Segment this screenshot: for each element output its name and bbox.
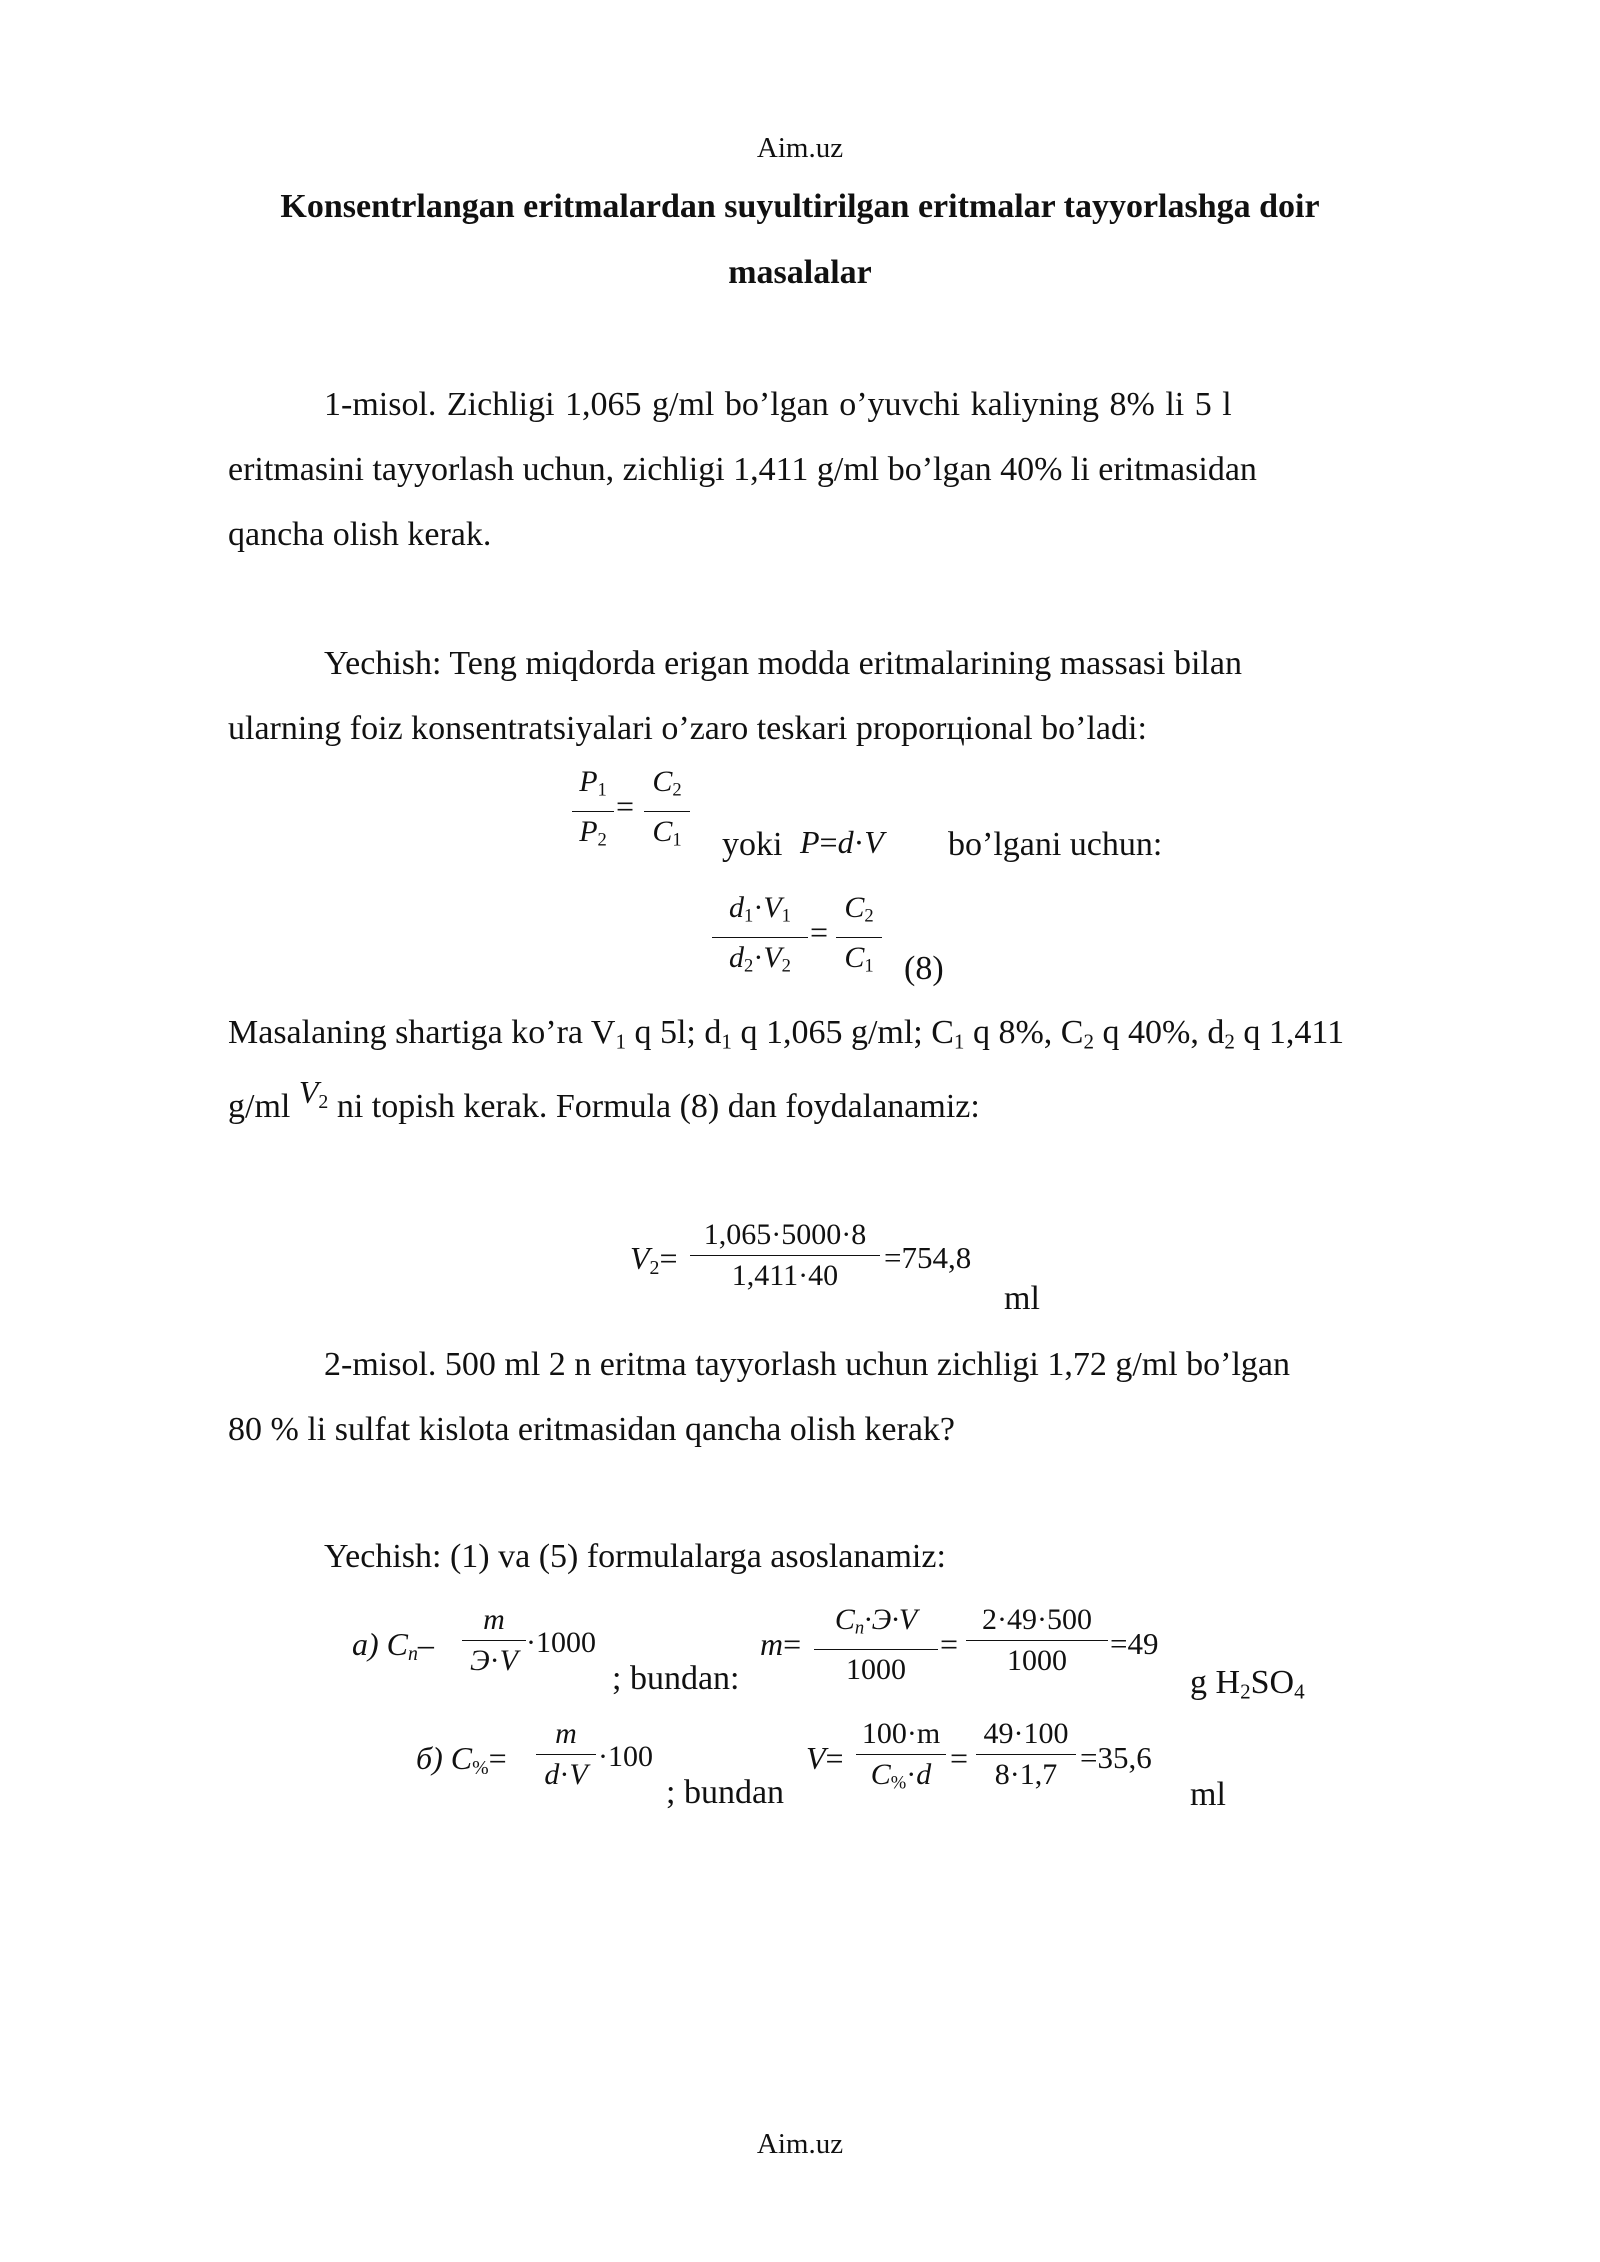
equals-sign: = [616,788,635,824]
v2b-numerator: 49·100 [983,1717,1069,1750]
page-title-line2: masalalar [728,254,872,291]
given-values-line2 [228,1074,980,1128]
label-a: a) [352,1626,379,1662]
given-text: Masalaning shartiga ko’ra V [228,1014,616,1051]
v2-unit: ml [1004,1280,1040,1317]
v2-numerator: 1,065·5000·8 [703,1218,867,1251]
bundan1-text: ; bundan: [612,1660,740,1697]
v2-symbol: $V_2$ [298,1074,329,1113]
v-unit: ml [1190,1776,1226,1813]
example1-line3: qancha olish kerak. [228,516,492,553]
fraction-v2 [690,1218,880,1293]
v-lhs: V= [806,1740,844,1776]
example1-paragraph [324,372,1432,437]
fraction-m: $C_n\cdot Э\cdot V$ 1000 [814,1603,938,1687]
example1-line1: 1-misol. Zichligi 1,065 g/ml bo’lgan o’yuvchi kaliyning 8% li 5 l [324,386,1232,423]
factor-1000: ·1000 [526,1626,596,1659]
equals-sign-8: = [810,914,829,950]
formula-b-lhs: б) $C_{\%}=$ [416,1740,507,1779]
given-c1: q 8%, C [964,1014,1084,1051]
example1-paragraph-cont [228,437,1432,567]
factor-100: ·100 [598,1740,653,1773]
equals-m: = [940,1626,959,1662]
v2-denominator: 1,411·40 [731,1259,839,1292]
v2b-denominator: 8·1,7 [994,1758,1058,1791]
solution1-line2: ularning foiz konsentratsiyalari o’zaro teskari proporцional bo’ladi: [228,710,1147,747]
m2-numerator: 2·49·500 [982,1603,1092,1636]
given-values-line1: Masalaning shartiga ko’ra $V_1$ q 5l; $d_1$ q 1,065 g/ml; $C_1$ q 8%, $C_2$ q 40%, $d_2$ q 1,411 [228,1014,1345,1054]
v2-lhs: $V_2=$ [630,1240,678,1279]
fraction-v2b [976,1717,1076,1792]
yoki-text: yoki [722,826,783,863]
equation-number-8: (8) [904,950,944,987]
given-find-text: ni topish kerak. Formula (8) dan foydalanamiz: [336,1088,980,1125]
page-footer-site: Aim.uz [756,2128,844,2160]
m-numerator-tail: ·Э·V [864,1603,918,1636]
v-result: =35,6 [1080,1740,1152,1775]
given-gml: g/ml [228,1088,291,1125]
formula-p-d-v: P=d·V [800,824,884,860]
fraction-v: 100·m $C_{\%}\cdot d$ [856,1717,946,1801]
m2-denominator: 1000 [1007,1644,1067,1677]
fraction-c2-c1-8: $C_2$ $C_1$ [836,891,882,983]
v-numerator: 100·m [861,1717,941,1750]
page-header-site: Aim.uz [756,132,844,164]
fraction-m-dv: m d·V [536,1717,596,1792]
fraction-c2-c1: $C_2$ $C_1$ [644,765,690,857]
given-d1: q 1,065 g/ml; C [731,1014,954,1051]
example2-line1: 2-misol. 500 ml 2 n eritma tayyorlash uchun zichligi 1,72 g/ml bo’lgan [324,1346,1291,1383]
m-lhs: m= [760,1626,802,1662]
given-c2: q 40%, d [1094,1014,1225,1051]
fraction-p1-p2: $P_1$ $P_2$ [572,765,614,857]
formula-a-lhs: a) $C_n-$ [352,1626,434,1665]
solution1-line1: Yechish: Teng miqdorda erigan modda eritmalarining massasi bilan [324,645,1242,682]
page-title-line1: Konsentrlangan eritmalardan suyultirilgan eritmalar tayyorlashga doir [280,188,1320,225]
fraction-m2 [966,1603,1108,1678]
fraction-m-ev: m Э·V [462,1603,526,1678]
given-d2: q 1,411 [1234,1014,1345,1051]
unit-g: g H [1190,1664,1241,1701]
m-result: =49 [1110,1626,1159,1661]
v2-result: =754,8 [884,1240,972,1275]
bundan2-text: ; bundan [666,1774,785,1811]
given-v1: q 5l; d [625,1014,722,1051]
unit-h2so4: g $H_2SO_4$ [1190,1664,1305,1704]
m-denominator: 1000 [846,1652,906,1686]
fraction-d1v1-d2v2: $d_1\cdot V_1$ $d_2\cdot V_2$ [712,891,808,983]
bolgani-text: bo’lgani uchun: [948,826,1163,863]
label-b: б) [416,1740,443,1776]
solution2-line1: Yechish: (1) va (5) formulalarga asoslanamiz: [324,1538,946,1575]
unit-so: SO [1250,1664,1295,1701]
example2-line2: 80 % li sulfat kislota eritmasidan qancha olish kerak? [228,1411,956,1448]
equals-v: = [950,1740,969,1776]
example1-line2: eritmasini tayyorlash uchun, zichligi 1,411 g/ml bo’lgan 40% li eritmasidan [228,451,1257,488]
